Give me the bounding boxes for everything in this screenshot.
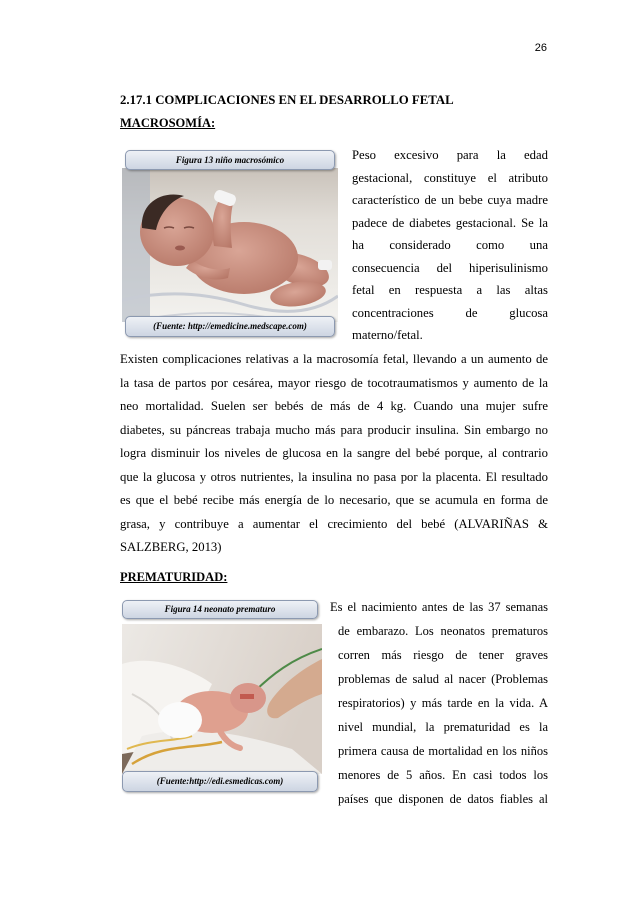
definition-line: corren más riesgo de tener graves (338, 648, 548, 662)
figure-14-source (122, 771, 318, 792)
paragraph-line: neo mortalidad. Suelen ser bebés de más de 4 kg. Cuando una mujer sufre (120, 399, 548, 413)
definition-line: ha considerado como una (352, 238, 548, 252)
definition-line: concentraciones de glucosa (352, 305, 548, 320)
macrosomia-definition-text (352, 144, 548, 347)
paragraph-line: es que el bebé recibe más energía de lo necesario, que se acumula en forma de (120, 493, 548, 507)
paragraph-line: que la glucosa y otros nutrientes, la insulina no pasa por la placenta. El resultado (120, 469, 548, 484)
paragraph-line: logra disminuir los niveles de glucosa en la sangre del bebé porque, al contrario (120, 446, 548, 460)
definition-line: fetal en respuesta a las altas (352, 283, 548, 297)
definition-line: consecuencia del hiperisulinismo (352, 260, 548, 275)
definition-line: materno/fetal. (352, 328, 423, 342)
figure-14-caption (122, 600, 318, 619)
definition-line: característico de un bebe cuya madre (352, 193, 548, 207)
definition-line: primera causa de mortalidad en los niños (338, 744, 548, 758)
macrosomia-heading: MACROSOMÍA: (120, 116, 216, 130)
definition-line: de embarazo. Los neonatos prematuros (338, 624, 548, 638)
paragraph-line: diabetes, su páncreas trabaja mucho más para producir insulina. Sin embargo no (120, 422, 548, 437)
definition-line: menores de 5 años. En casi todos los (338, 768, 548, 782)
definition-line: Es el nacimiento antes de las 37 semanas (330, 600, 548, 614)
definition-line: padece de diabetes gestacional. Se la (352, 215, 548, 230)
figure-13 (122, 150, 338, 338)
figure-13-caption (125, 150, 335, 170)
definition-line: problemas de salud al nacer (Problemas (338, 672, 548, 686)
definition-line: Peso excesivo para la edad (352, 148, 548, 162)
definition-line: nivel mundial, la prematuridad es la (338, 720, 548, 734)
section-heading: 2.17.1 COMPLICACIONES EN EL DESARROLLO FETAL (120, 93, 454, 107)
definition-line: países que disponen de datos fiables al (338, 792, 548, 806)
paragraph-line: la tasa de partos por cesárea, mayor riesgo de tocotraumatismos y aumento de la (120, 375, 548, 390)
prematuridad-heading: PREMATURIDAD: (120, 570, 228, 584)
figure-14-caption-text: Figura 14 neonato prematuro (164, 604, 276, 614)
premature-neonate-photo (122, 624, 322, 774)
paragraph-line: SALZBERG, 2013) (120, 540, 222, 554)
figure-13-source (125, 316, 335, 337)
macrosomia-complications-paragraph (120, 348, 548, 560)
figure-14 (122, 600, 322, 792)
figure-14-source-text: (Fuente:http://edi.esmedicas.com) (156, 776, 284, 786)
macrosomic-baby-photo (122, 168, 338, 322)
prematuridad-definition-text (330, 595, 548, 811)
page-number: 26 (534, 42, 547, 54)
figure-13-source-text: (Fuente: http://emedicine.medscape.com) (153, 321, 307, 331)
figure-13-caption-text: Figura 13 niño macrosómico (175, 154, 285, 165)
definition-line: respiratorios) y más tarde en la vida. A (338, 696, 548, 710)
definition-line: gestacional, constituye el atributo (352, 170, 548, 185)
paragraph-line: grasa, y contribuye a aumentar el crecimiento del bebé (ALVARIÑAS & (120, 516, 548, 531)
paragraph-line: Existen complicaciones relativas a la macrosomía fetal, llevando a un aumento de (120, 352, 548, 366)
